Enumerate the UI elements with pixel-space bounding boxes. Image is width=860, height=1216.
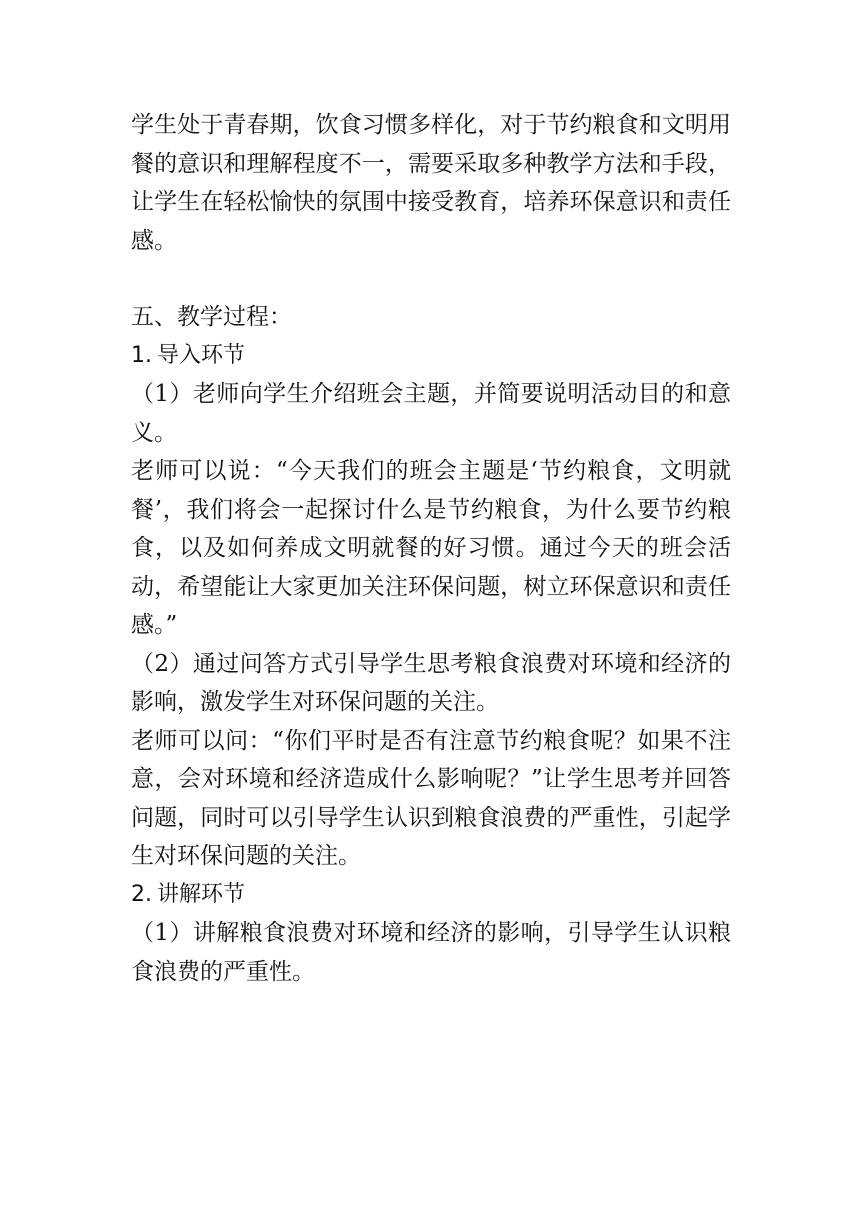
step-1-item-2-quote: 老师可以问：“你们平时是否有注意节约粮食呢？如果不注意，会对环境和经济造成什么影响呢？”让学生思考并回答问题，同时可以引导学生认识到粮食浪费的严重性，引起学生对环保问题的关注。: [131, 727, 731, 869]
paragraph-spacer: [131, 260, 731, 298]
step-2-item-1: （1）讲解粮食浪费对环境和经济的影响，引导学生认识粮食浪费的严重性。: [131, 920, 731, 985]
step-1-number: 1.: [131, 342, 152, 368]
section-heading: 五、教学过程：: [131, 304, 292, 330]
step-2-title: 讲解环节: [157, 881, 246, 907]
step-1-item-1-quote: 老师可以说：“今天我们的班会主题是‘节约粮食，文明就餐’，我们将会一起探讨什么是节约粮食，为什么要节约粮食，以及如何养成文明就餐的好习惯。通过今天的班会活动，希望能让大家更加关注环保问题，树立环保意识和责任感。”: [131, 458, 731, 638]
step-1-item-1: （1）老师向学生介绍班会主题，并简要说明活动目的和意义。: [131, 381, 731, 446]
document-body: [131, 106, 731, 991]
intro-paragraph: 学生处于青春期，饮食习惯多样化，对于节约粮食和文明用餐的意识和理解程度不一，需要采取多种教学方法和手段，让学生在轻松愉快的氛围中接受教育，培养环保意识和责任感。: [131, 112, 731, 254]
step-2-number: 2.: [131, 881, 152, 907]
step-1-title: 导入环节: [157, 342, 246, 368]
step-1-item-2: （2）通过问答方式引导学生思考粮食浪费对环境和经济的影响，激发学生对环保问题的关注。: [131, 650, 731, 715]
step-1-heading: [131, 337, 731, 376]
step-2-heading: [131, 876, 731, 915]
